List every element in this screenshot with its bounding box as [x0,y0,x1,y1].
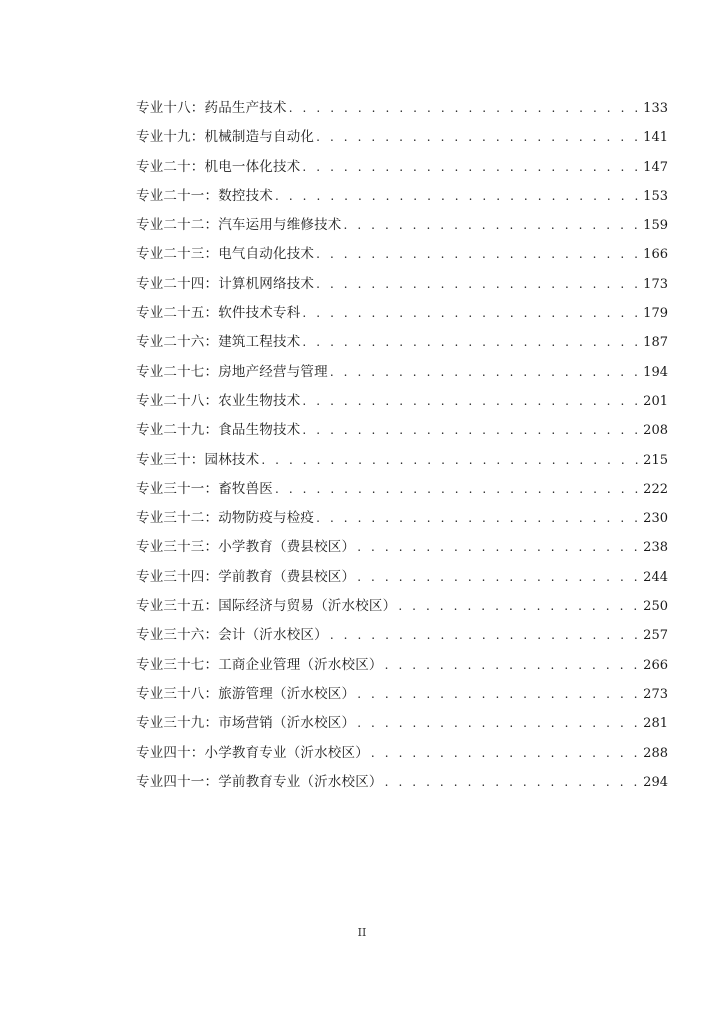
toc-entry[interactable] [136,358,668,387]
toc-entry-title: 专业四十一：学前教育专业（沂水校区） [136,773,383,790]
toc-entry[interactable] [136,211,668,240]
toc-entry-title: 专业四十：小学教育专业（沂水校区） [136,744,369,761]
toc-entry[interactable] [136,446,668,475]
toc-entry-page: 141 [643,130,668,146]
toc-entry-page: 230 [643,511,668,527]
toc-entry-title: 专业二十八：农业生物技术 [136,392,301,409]
toc-entry-page: 166 [643,247,668,263]
toc-entry-title: 专业三十一：畜牧兽医 [136,480,273,497]
toc-entry-page: 222 [643,481,668,497]
toc-leader-dots [357,533,638,562]
toc-entry-page: 201 [643,393,668,409]
toc-entry[interactable] [136,123,668,152]
toc-leader-dots [398,592,638,621]
toc-leader-dots [316,123,638,152]
toc-leader-dots [357,709,638,738]
toc-leader-dots [330,358,638,387]
toc-entry-page: 294 [643,774,668,790]
page-number: II [357,926,367,939]
toc-entry-page: 238 [643,540,668,556]
toc-entry[interactable] [136,680,668,709]
toc-entry-title: 专业三十三：小学教育（费县校区） [136,539,356,556]
toc-leader-dots [344,211,639,240]
toc-leader-dots [330,621,638,650]
toc-entry-page: 244 [643,569,668,585]
toc-leader-dots [385,768,638,797]
toc-entry-page: 187 [643,335,668,351]
toc-entry-title: 专业三十七：工商企业管理（沂水校区） [136,656,383,673]
toc-entry-title: 专业二十四：计算机网络技术 [136,275,315,292]
toc-entry-title: 专业三十六：会计（沂水校区） [136,627,328,644]
toc-leader-dots [261,446,638,475]
toc-entry[interactable] [136,299,668,328]
toc-entry[interactable] [136,709,668,738]
toc-entry-title: 专业三十四：学前教育（费县校区） [136,568,356,585]
toc-leader-dots [302,299,638,328]
toc-entry[interactable] [136,739,668,768]
toc-entry-page: 273 [643,686,668,702]
toc-leader-dots [316,240,638,269]
toc-entry-page: 250 [643,599,668,615]
toc-entry[interactable] [136,387,668,416]
toc-leader-dots [275,475,638,504]
toc-entry-page: 215 [643,452,668,468]
toc-leader-dots [302,416,638,445]
toc-entry[interactable] [136,651,668,680]
toc-entry-page: 266 [643,657,668,673]
toc-entry-page: 179 [643,306,668,322]
toc-leader-dots [357,680,638,709]
toc-entry-page: 133 [643,101,668,116]
toc-entry-title: 专业三十五：国际经济与贸易（沂水校区） [136,598,397,615]
toc-entry[interactable] [136,475,668,504]
toc-leader-dots [385,651,638,680]
toc-entry-page: 281 [643,716,668,732]
toc-entry[interactable] [136,153,668,182]
toc-entry-page: 257 [643,628,668,644]
toc-entry-title: 专业二十五：软件技术专科 [136,305,301,322]
toc-entry[interactable] [136,533,668,562]
toc-entry[interactable] [136,182,668,211]
toc-entry-page: 173 [643,276,668,292]
toc-entry-title: 专业二十二：汽车运用与维修技术 [136,217,342,234]
toc-leader-dots [302,153,638,182]
toc-entry[interactable] [136,563,668,592]
toc-leader-dots [302,328,638,357]
toc-entry-page: 147 [643,159,668,175]
toc-entry-page: 194 [643,364,668,380]
toc-entry[interactable] [136,504,668,533]
toc-entry[interactable] [136,328,668,357]
toc-leader-dots [357,563,638,592]
toc-entry[interactable] [136,592,668,621]
toc-entry[interactable] [136,240,668,269]
toc-entry-title: 专业十八：药品生产技术 [136,100,287,116]
toc-leader-dots [289,94,638,123]
toc-leader-dots [371,739,638,768]
toc-entry-title: 专业三十二：动物防疫与检疫 [136,510,315,527]
toc-entry-title: 专业二十七：房地产经营与管理 [136,363,328,380]
toc-entry[interactable] [136,94,668,123]
toc-entry[interactable] [136,768,668,797]
toc-leader-dots [316,504,638,533]
table-of-contents [136,94,668,797]
toc-entry[interactable] [136,270,668,299]
toc-entry-page: 153 [643,188,668,204]
toc-leader-dots [275,182,638,211]
toc-entry-page: 288 [643,745,668,761]
toc-leader-dots [316,270,638,299]
toc-entry-page: 208 [643,423,668,439]
toc-entry[interactable] [136,416,668,445]
toc-entry-title: 专业二十三：电气自动化技术 [136,246,315,263]
toc-leader-dots [302,387,638,416]
toc-entry-title: 专业三十八：旅游管理（沂水校区） [136,685,356,702]
toc-entry-title: 专业二十一：数控技术 [136,187,273,204]
toc-entry-page: 159 [643,218,668,234]
toc-entry-title: 专业二十：机电一体化技术 [136,158,301,175]
toc-entry-title: 专业三十九：市场营销（沂水校区） [136,715,356,732]
toc-entry-title: 专业二十九：食品生物技术 [136,422,301,439]
toc-entry[interactable] [136,621,668,650]
toc-entry-title: 专业二十六：建筑工程技术 [136,334,301,351]
toc-entry-title: 专业三十：园林技术 [136,451,260,468]
toc-entry-title: 专业十九：机械制造与自动化 [136,129,315,146]
